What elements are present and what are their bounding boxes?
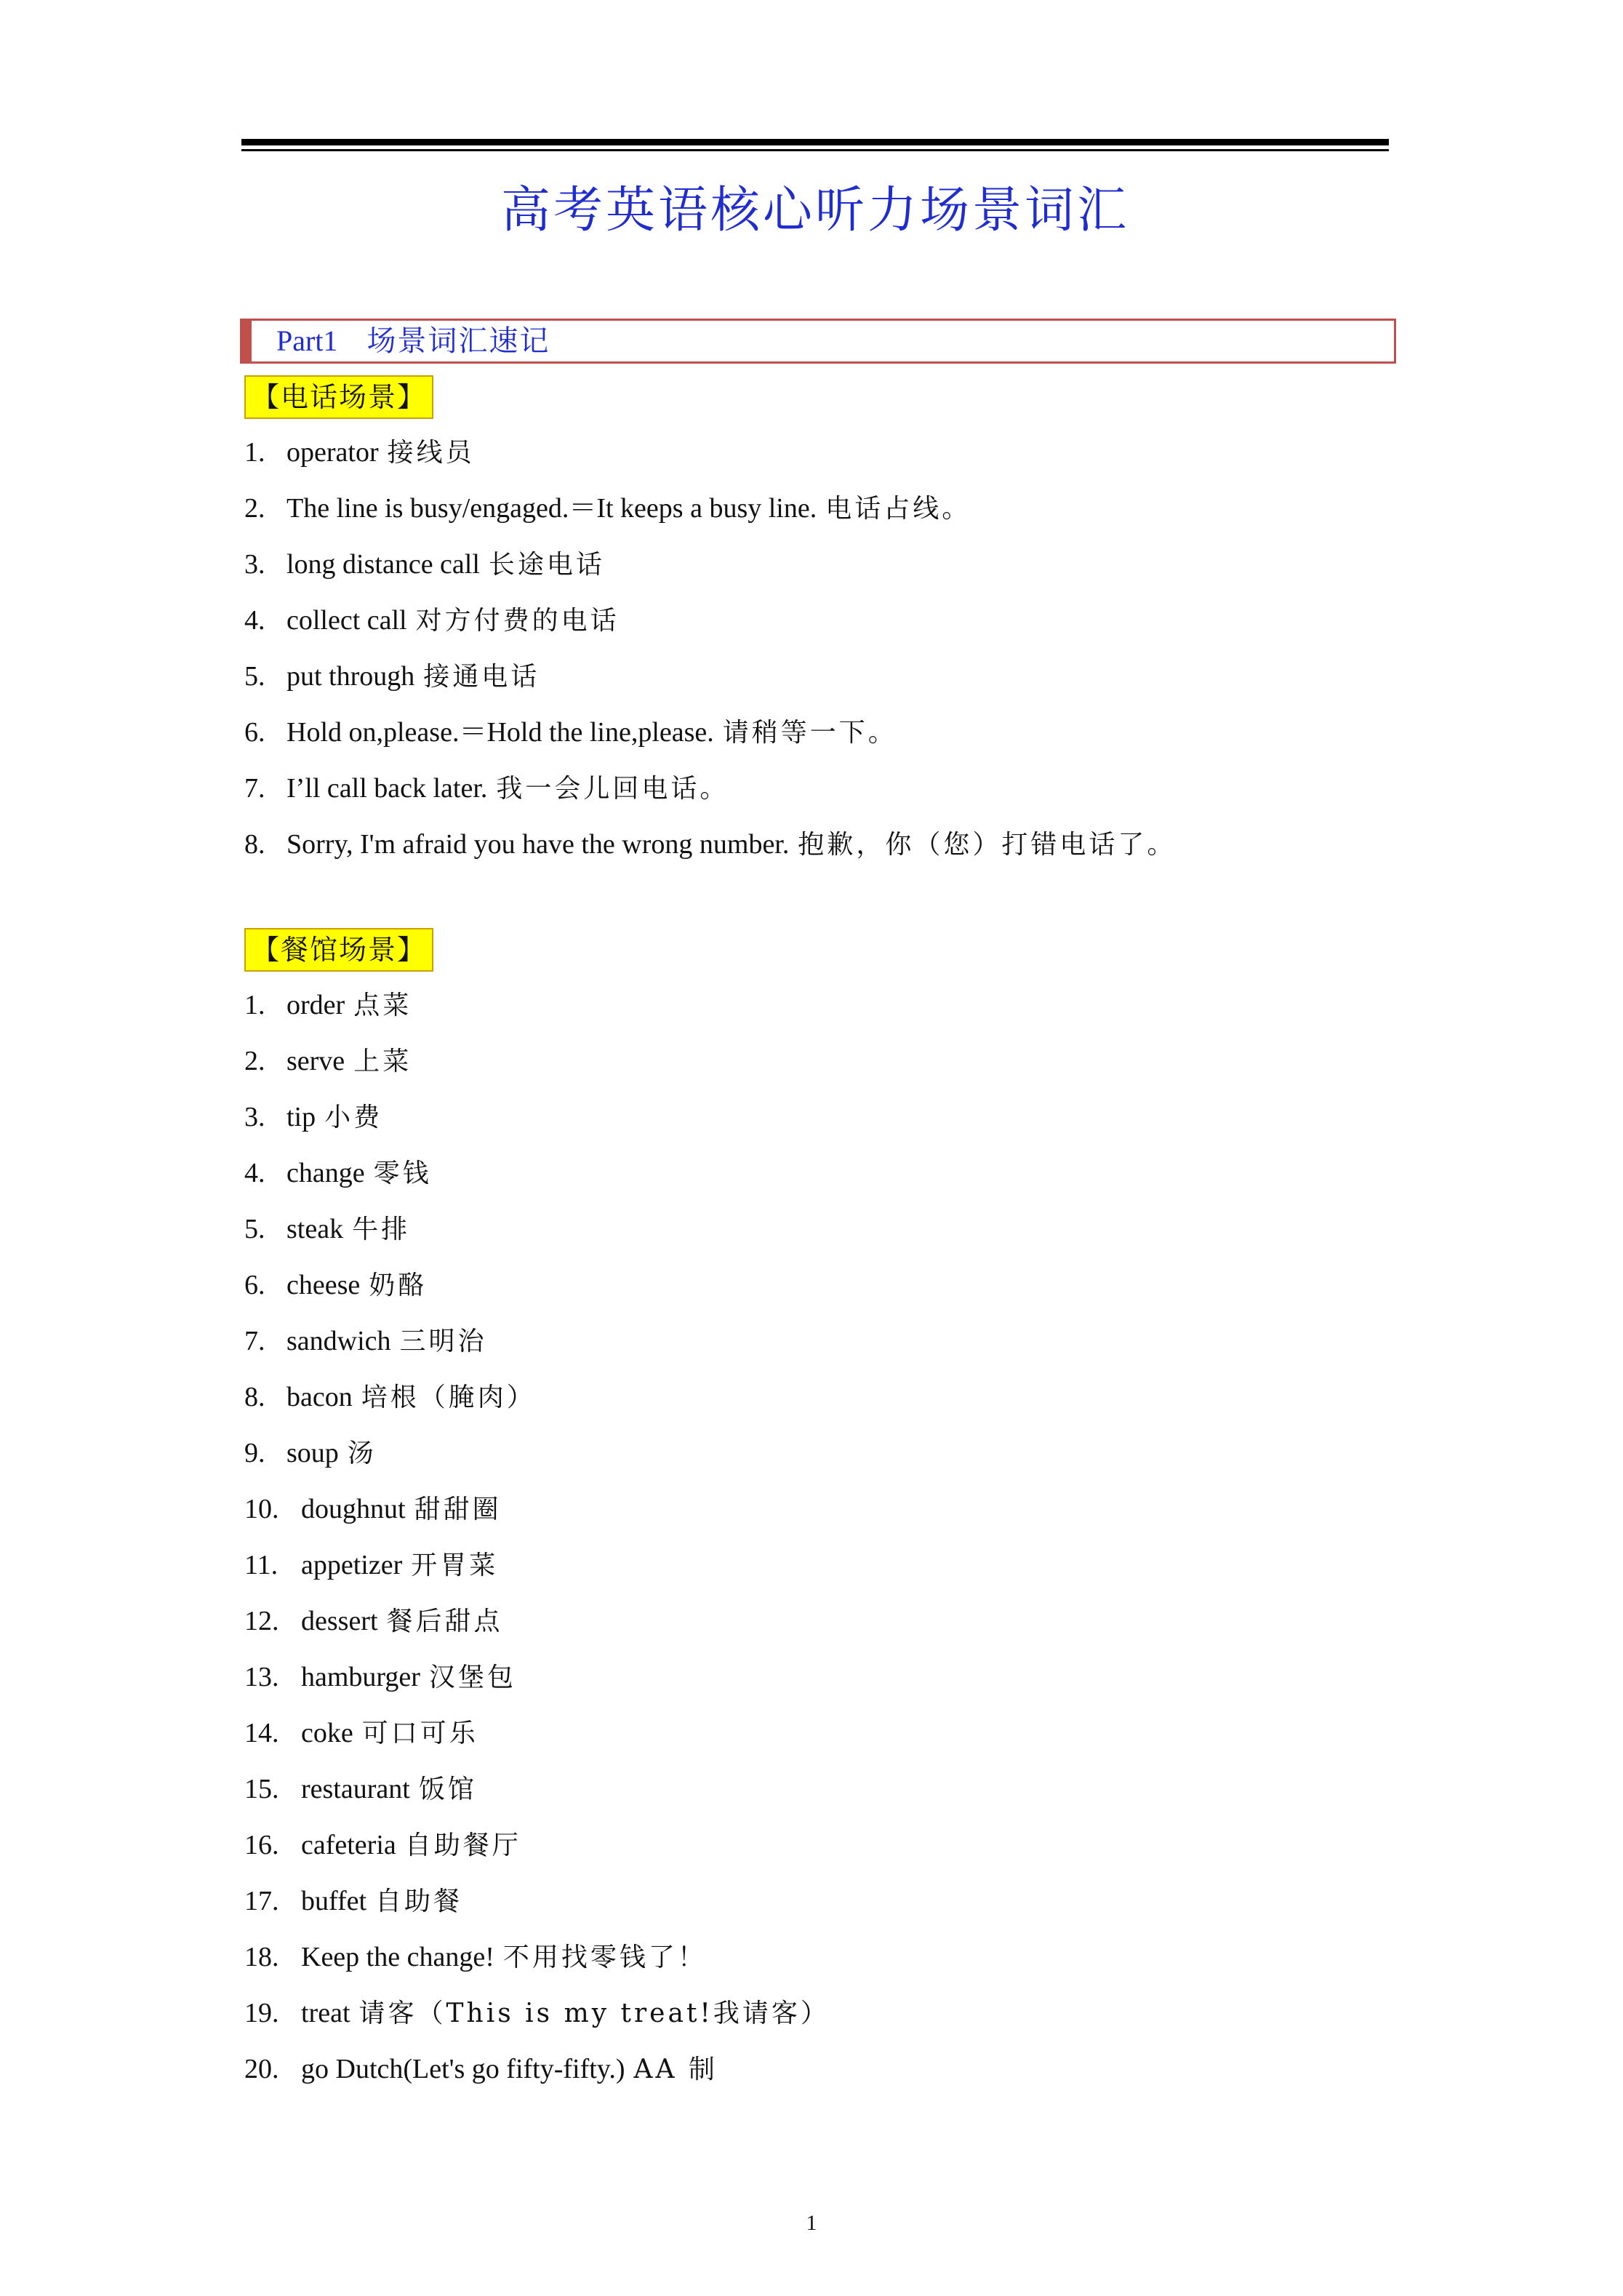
item-english: tip [286,1102,316,1132]
part-title: 场景词汇速记 [366,324,550,358]
item-chinese: 小费 [324,1103,383,1132]
list-item [244,593,1176,649]
list-item [244,425,1176,481]
item-number: 5. [244,661,265,692]
list-item [244,1257,830,1313]
item-number: 10. [244,1494,279,1524]
item-number: 1. [244,990,265,1020]
item-number: 6. [244,1270,265,1300]
list-item [244,537,1176,593]
list-item [244,817,1176,873]
item-english: treat [301,1998,350,2028]
item-chinese: 长途电话 [488,550,605,580]
item-english: I’ll call back later. [286,773,488,804]
item-chinese: 接通电话 [423,662,540,692]
item-chinese: 餐后甜点 [386,1607,503,1636]
item-chinese: 点菜 [353,991,412,1020]
item-english: soup [286,1438,339,1468]
item-chinese: 电话占线。 [825,494,971,524]
item-chinese: 请稍等一下。 [722,718,897,748]
item-english: Sorry, I'm afraid you have the wrong number. [286,829,790,860]
section-tag-phone: 【电话场景】 [244,375,433,419]
item-english: Hold on,please.＝Hold the line,please. [286,717,714,748]
item-chinese: 饭馆 [418,1775,477,1804]
list-item [244,1705,830,1761]
list-item [244,705,1176,761]
list-item [244,1873,830,1929]
item-chinese: 汉堡包 [428,1663,516,1692]
item-english: buffet [301,1886,367,1916]
item-english: change [286,1158,365,1188]
item-number: 8. [244,1382,265,1412]
item-english: hamburger [301,1662,420,1692]
item-english: serve [286,1046,345,1076]
item-number: 16. [244,1830,279,1860]
item-english: Keep the change! [301,1942,494,1972]
item-number: 15. [244,1774,279,1804]
vocab-list-phone [244,425,1176,873]
vocab-list-restaurant [244,977,830,2097]
item-english: operator [286,437,379,468]
item-number: 2. [244,493,265,524]
top-rule [241,139,1389,145]
item-chinese: 可口可乐 [361,1719,478,1748]
item-chinese: 对方付费的电话 [415,606,620,636]
item-english: appetizer [301,1550,403,1580]
part-label [276,321,550,361]
item-number: 7. [244,773,265,804]
item-number: 3. [244,549,265,580]
item-chinese: 抱歉，你（您）打错电话了。 [798,830,1177,860]
section-tag-restaurant: 【餐馆场景】 [244,928,433,972]
item-english: steak [286,1214,344,1244]
item-chinese: 上菜 [353,1047,412,1076]
list-item [244,1985,830,2041]
item-english: go Dutch(Let's go fifty-fifty.) [301,2054,625,2084]
list-item [244,2041,830,2097]
list-item [244,1089,830,1145]
item-number: 4. [244,605,265,636]
item-english: cafeteria [301,1830,396,1860]
item-chinese: 牛排 [352,1215,411,1244]
item-chinese: 汤 [347,1439,377,1468]
list-item [244,1425,830,1481]
part-header [240,319,1396,364]
list-item [244,1593,830,1649]
item-chinese: 培根（腌肉） [361,1383,536,1412]
item-number: 8. [244,829,265,860]
list-item [244,1369,830,1425]
item-number: 20. [244,2054,279,2084]
list-item [244,1537,830,1593]
list-item [244,1761,830,1817]
item-number: 17. [244,1886,279,1916]
item-number: 5. [244,1214,265,1244]
item-english: long distance call [286,549,480,580]
item-english: coke [301,1718,353,1748]
item-number: 14. [244,1718,279,1748]
list-item [244,1649,830,1705]
item-english: The line is busy/engaged.＝It keeps a busy line. [286,493,817,524]
item-number: 4. [244,1158,265,1188]
item-english: put through [286,661,415,692]
item-number: 7. [244,1326,265,1356]
item-number: 13. [244,1662,279,1692]
page-number: 1 [806,2211,817,2235]
item-number: 1. [244,437,265,468]
top-rule-thin [241,149,1389,151]
list-item [244,977,830,1033]
item-chinese: 奶酪 [369,1271,428,1300]
item-english: cheese [286,1270,361,1300]
item-chinese: 三明治 [399,1327,487,1356]
part-number: Part1 [276,324,338,357]
item-chinese: 自助餐 [375,1887,463,1916]
list-item [244,1313,830,1369]
item-number: 11. [244,1550,278,1580]
item-number: 12. [244,1606,279,1636]
item-english: restaurant [301,1774,410,1804]
item-english: collect call [286,605,407,636]
item-number: 9. [244,1438,265,1468]
item-chinese: 不用找零钱了！ [502,1943,707,1972]
list-item [244,1481,830,1537]
list-item [244,1817,830,1873]
item-chinese: 零钱 [373,1159,432,1188]
item-number: 3. [244,1102,265,1132]
item-number: 19. [244,1998,279,2028]
item-english: sandwich [286,1326,391,1356]
item-chinese: 开胃菜 [411,1551,499,1580]
item-chinese: 我一会儿回电话。 [496,774,729,804]
item-chinese: AA 制 [633,2055,718,2084]
list-item [244,1929,830,1985]
item-number: 6. [244,717,265,748]
item-english: dessert [301,1606,378,1636]
list-item [244,1033,830,1089]
list-item [244,481,1176,537]
item-chinese: 自助餐厅 [404,1831,521,1860]
item-english: doughnut [301,1494,406,1524]
list-item [244,761,1176,817]
item-chinese: 接线员 [387,438,475,468]
item-number: 2. [244,1046,265,1076]
list-item [244,1145,830,1201]
item-english: order [286,990,345,1020]
item-english: bacon [286,1382,353,1412]
list-item [244,649,1176,705]
item-chinese: 甜甜圈 [414,1495,502,1524]
item-chinese: 请客（This is my treat!我请客） [358,1999,830,2028]
page-title: 高考英语核心听力场景词汇 [500,182,1129,239]
item-number: 18. [244,1942,279,1972]
list-item [244,1201,830,1257]
